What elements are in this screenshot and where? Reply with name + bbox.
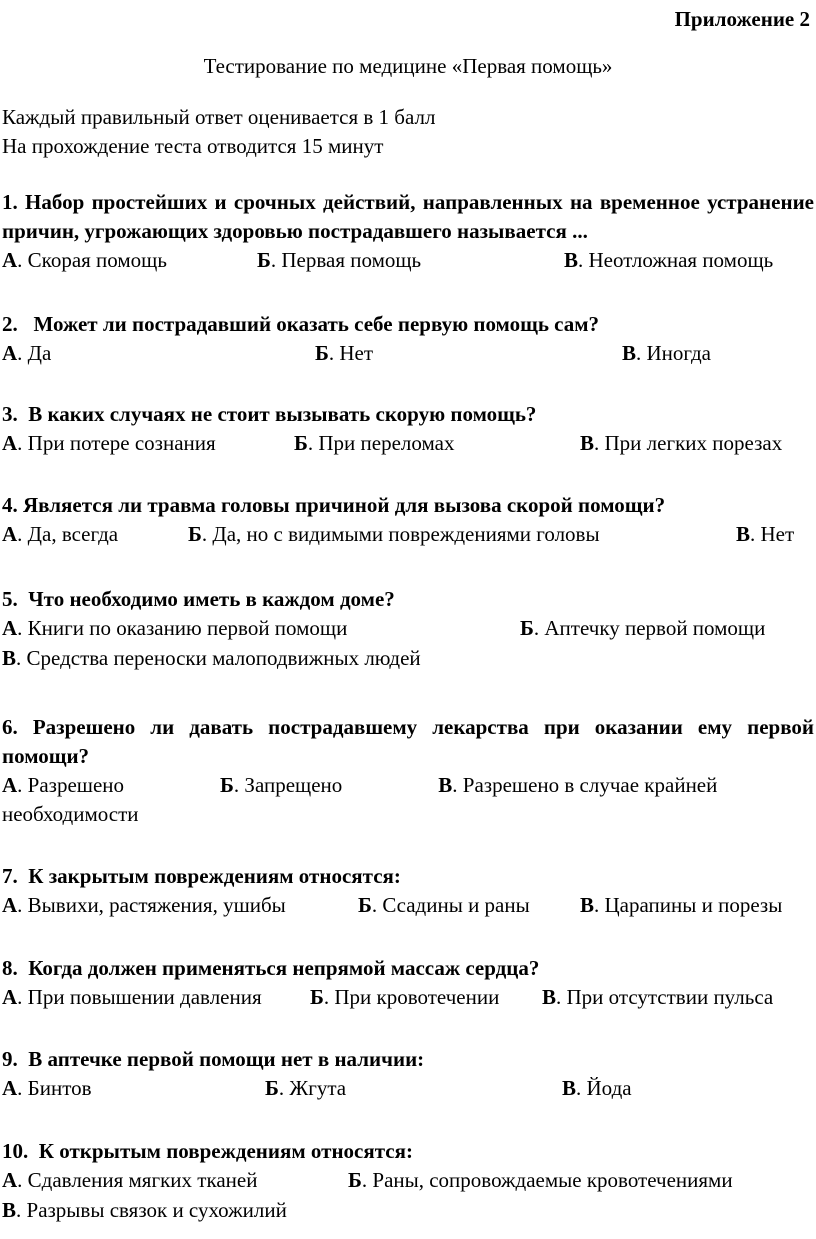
option-text: . При переломах [307, 431, 455, 455]
option-text: . Бинтов [17, 1076, 92, 1100]
option-letter: А [2, 522, 18, 546]
answer-option-b[interactable] [358, 891, 530, 920]
option-letter: Б [315, 341, 329, 365]
option-text: . Первая помощь [270, 248, 422, 272]
intro-line-time: На прохождение теста отводится 15 минут [2, 134, 384, 158]
option-letter: Б [257, 248, 271, 272]
answer-option-c[interactable] [562, 1074, 632, 1103]
option-text: . Раны, сопровождаемые кровотечениями [361, 1168, 733, 1192]
answer-row [2, 1196, 814, 1226]
answer-option-a[interactable] [2, 1074, 92, 1103]
question-3 [2, 400, 814, 459]
answer-row [2, 771, 814, 829]
option-text: . Да, но с видимыми повреждениями головы [201, 522, 600, 546]
question-text: 10. К открытым повреждениям относятся: [2, 1139, 413, 1163]
question-text: 4. Является ли травма головы причиной для вызова скорой помощи? [2, 493, 666, 517]
question-text: 2. Может ли пострадавший оказать себе первую помощь сам? [2, 312, 600, 336]
question-4 [2, 491, 814, 550]
answer-row [2, 520, 814, 550]
answer-row [2, 1166, 814, 1196]
option-text: . Нет [328, 341, 374, 365]
question-text: 6. Разрешено ли давать пострадавшему лекарства при оказании ему первой помощи? [2, 715, 814, 768]
option-text: . Разрешено [17, 773, 125, 797]
option-letter: Б [188, 522, 202, 546]
option-text: . Иногда [636, 341, 711, 365]
intro-line-scoring: Каждый правильный ответ оценивается в 1 балл [2, 105, 436, 129]
answer-option-a[interactable] [2, 246, 167, 275]
answer-row [2, 429, 814, 459]
option-text: . Запрещено [233, 773, 343, 797]
answer-row [2, 983, 814, 1013]
question-9 [2, 1045, 814, 1104]
question-5 [2, 585, 814, 674]
answer-option-c[interactable] [736, 520, 794, 549]
option-text: . При легких порезах [594, 431, 783, 455]
answer-row [2, 891, 814, 921]
answer-option-a[interactable] [2, 429, 216, 458]
answer-row [2, 1074, 814, 1104]
option-text: . Жгута [278, 1076, 347, 1100]
option-letter: В [580, 431, 595, 455]
option-letter: В [2, 646, 17, 670]
option-letter: А [2, 248, 18, 272]
answer-option-b[interactable] [220, 773, 342, 797]
option-letter: В [542, 985, 557, 1009]
answer-option-a[interactable] [2, 614, 347, 643]
answer-option-a[interactable] [2, 339, 51, 368]
answer-option-b[interactable] [310, 983, 499, 1012]
option-text: . Разрешено в случае крайней необходимости [2, 773, 718, 826]
answer-option-b[interactable] [265, 1074, 346, 1103]
question-text: 9. В аптечке первой помощи нет в наличии: [2, 1047, 425, 1071]
option-text: . При кровотечении [323, 985, 500, 1009]
option-letter: В [564, 248, 579, 272]
option-text: . Неотложная помощь [578, 248, 774, 272]
option-text: . Книги по оказанию первой помощи [17, 616, 348, 640]
option-text: . Вывихи, растяжения, ушибы [17, 893, 286, 917]
option-text: . Да [17, 341, 52, 365]
option-text: . Да, всегда [17, 522, 119, 546]
question-10 [2, 1137, 814, 1226]
option-text: . Йода [576, 1076, 632, 1100]
question-7 [2, 862, 814, 921]
answer-option-c[interactable] [564, 246, 773, 275]
appendix-label: Приложение 2 [674, 7, 810, 31]
answer-row [2, 614, 814, 644]
answer-option-b[interactable] [315, 339, 373, 368]
option-text: . Средства переноски малоподвижных людей [16, 646, 421, 670]
option-text: . При повышении давления [17, 985, 262, 1009]
option-text: . Разрывы связок и сухожилий [16, 1198, 287, 1222]
question-text: 3. В каких случаях не стоит вызывать скорую помощь? [2, 402, 537, 426]
option-letter: А [2, 985, 18, 1009]
intro-block [2, 103, 435, 161]
option-letter: В [562, 1076, 577, 1100]
option-letter: А [2, 1076, 18, 1100]
option-letter: А [2, 431, 18, 455]
answer-option-a[interactable] [2, 983, 262, 1012]
question-text: 5. Что необходимо иметь в каждом доме? [2, 587, 395, 611]
answer-option-c[interactable] [622, 339, 711, 368]
answer-option-c[interactable] [2, 1196, 287, 1225]
answer-option-a[interactable] [2, 773, 124, 797]
page-title: Тестирование по медицине «Первая помощь» [203, 54, 613, 78]
option-letter: А [2, 893, 18, 917]
answer-option-a[interactable] [2, 891, 286, 920]
option-letter: Б [294, 431, 308, 455]
option-text: . Аптечку первой помощи [533, 616, 766, 640]
option-text: . При потере сознания [17, 431, 216, 455]
answer-option-c[interactable] [580, 891, 782, 920]
answer-option-b[interactable] [294, 429, 454, 458]
answer-row [2, 246, 814, 276]
option-letter: Б [220, 773, 234, 797]
question-text: 7. К закрытым повреждениям относятся: [2, 864, 401, 888]
option-letter: Б [348, 1168, 362, 1192]
option-text: . Скорая помощь [17, 248, 167, 272]
option-text: . Нет [750, 522, 795, 546]
answer-option-c[interactable] [2, 644, 421, 673]
option-text: . При отсутствии пульса [556, 985, 774, 1009]
option-letter: Б [265, 1076, 279, 1100]
answer-option-b[interactable] [348, 1166, 733, 1195]
answer-option-b[interactable] [188, 520, 600, 549]
question-8 [2, 954, 814, 1013]
option-text: . Царапины и порезы [594, 893, 783, 917]
question-1 [2, 188, 814, 276]
answer-option-a[interactable] [2, 520, 118, 549]
answer-option-b[interactable] [257, 246, 421, 275]
answer-option-c[interactable] [542, 983, 773, 1012]
option-letter: В [438, 773, 453, 797]
question-6 [2, 713, 814, 829]
option-letter: А [2, 616, 18, 640]
option-letter: В [2, 1198, 17, 1222]
option-letter: В [736, 522, 751, 546]
option-letter: В [580, 893, 595, 917]
answer-option-a[interactable] [2, 1166, 257, 1195]
question-2 [2, 310, 814, 369]
option-letter: А [2, 1168, 18, 1192]
option-letter: Б [358, 893, 372, 917]
question-text: 8. Когда должен применяться непрямой массаж сердца? [2, 956, 540, 980]
answer-row [2, 644, 814, 674]
answer-option-c[interactable] [580, 429, 782, 458]
option-letter: Б [520, 616, 534, 640]
option-letter: А [2, 773, 18, 797]
option-letter: Б [310, 985, 324, 1009]
option-letter: В [622, 341, 637, 365]
option-text: . Ссадины и раны [371, 893, 530, 917]
option-text: . Сдавления мягких тканей [17, 1168, 258, 1192]
option-letter: А [2, 341, 18, 365]
question-text: 1. Набор простейших и срочных действий, направленных на временное устранение причин, угрожающих здоровью пострадавшего называется ... [2, 190, 814, 243]
answer-row [2, 339, 814, 369]
answer-option-b[interactable] [520, 614, 765, 643]
